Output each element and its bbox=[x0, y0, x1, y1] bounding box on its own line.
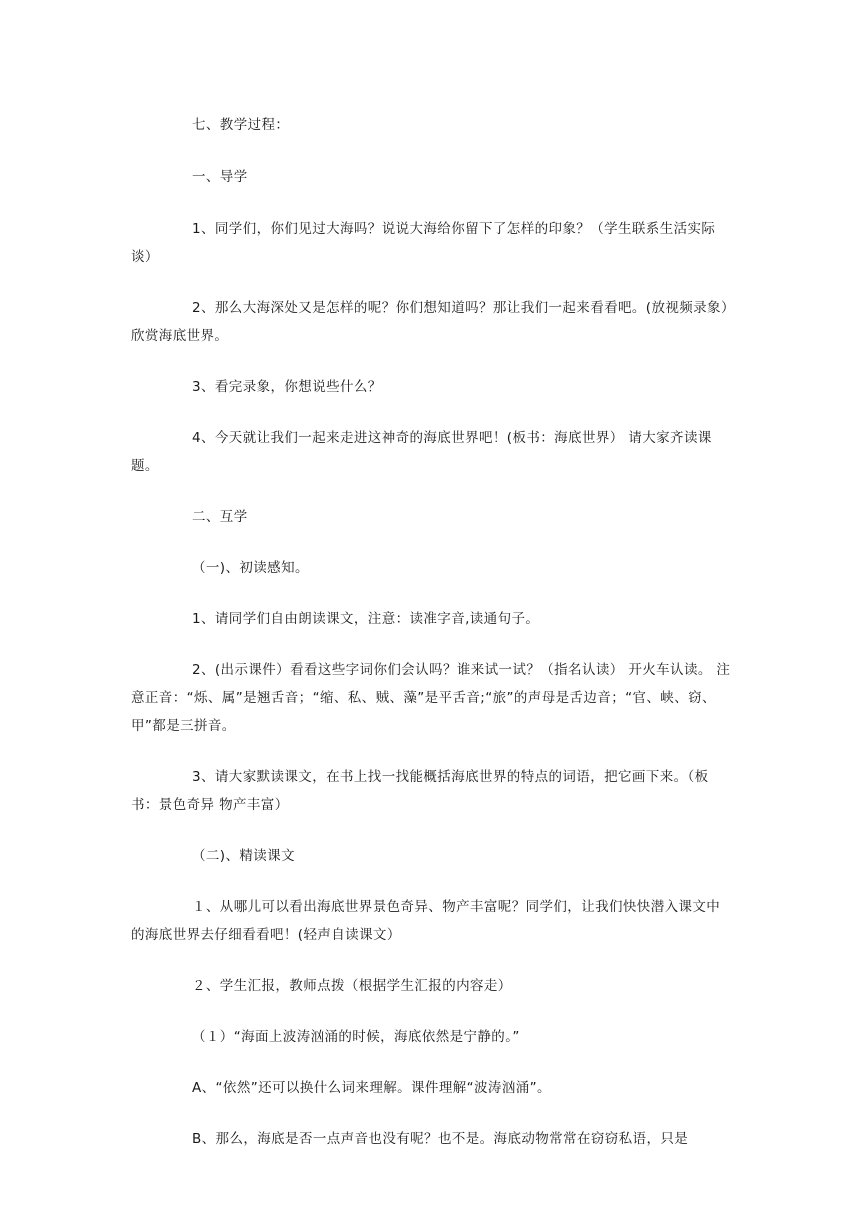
paragraph-item-2: 2、那么大海深处又是怎样的呢？你们想知道吗？那让我们一起来看看吧。(放视频录象）欣赏海底世界。 bbox=[131, 300, 729, 344]
paragraph-item-4: 4、今天就让我们一起来走进这神奇的海底世界吧！(板书：海底世界） 请大家齐读课题。 bbox=[131, 430, 712, 474]
paragraph-reading-1: 1、请同学们自由朗读课文，注意：读准字音,读通句子。 bbox=[192, 611, 540, 627]
paragraph-point-a: A、“依然”还可以换什么词来理解。课件理解“波涛汹涌”。 bbox=[192, 1080, 551, 1096]
paragraph-reading-2: 2、(出示课件）看看这些字词你们会认吗？谁来试一试？（指名认读） 开火车认读。 注意正音：“烁、属”是翘舌音；“缩、私、贼、藻”是平舌音;“旅”的声母是舌边音；“官、峡、窃、甲”都是三拼音。 bbox=[131, 662, 731, 734]
section-heading-teaching-process: 七、教学过程： bbox=[192, 117, 290, 133]
subsection-heading-close-reading: （二)、精读课文 bbox=[192, 848, 295, 864]
paragraph-point-b: B、那么，海底是否一点声音也没有呢？也不是。海底动物常常在窃窃私语，只是 bbox=[192, 1131, 689, 1147]
document-body bbox=[131, 111, 732, 1153]
paragraph-close-2: ２、学生汇报，教师点拨（根据学生汇报的内容走） bbox=[192, 978, 512, 994]
paragraph-item-1: 1、同学们，你们见过大海吗？说说大海给你留下了怎样的印象？（学生联系生活实际谈） bbox=[131, 221, 716, 265]
subsection-heading-guided-learning: 一、导学 bbox=[192, 169, 248, 185]
paragraph-quote-1: （１）“海面上波涛汹涌的时候，海底依然是宁静的。” bbox=[192, 1029, 520, 1045]
subsection-heading-initial-reading: （一)、初读感知。 bbox=[192, 560, 309, 576]
paragraph-close-1: １、从哪儿可以看出海底世界景色奇异、物产丰富呢？同学们，让我们快快潜入课文中的海底世界去仔细看看吧！(轻声自读课文） bbox=[131, 899, 721, 943]
paragraph-reading-3: 3、请大家默读课文，在书上找一找能概括海底世界的特点的词语，把它画下来。（板书：景色奇异 物产丰富） bbox=[131, 769, 709, 813]
paragraph-item-3: 3、看完录象，你想说些什么？ bbox=[192, 379, 382, 395]
subsection-heading-mutual-learning: 二、互学 bbox=[192, 509, 248, 525]
